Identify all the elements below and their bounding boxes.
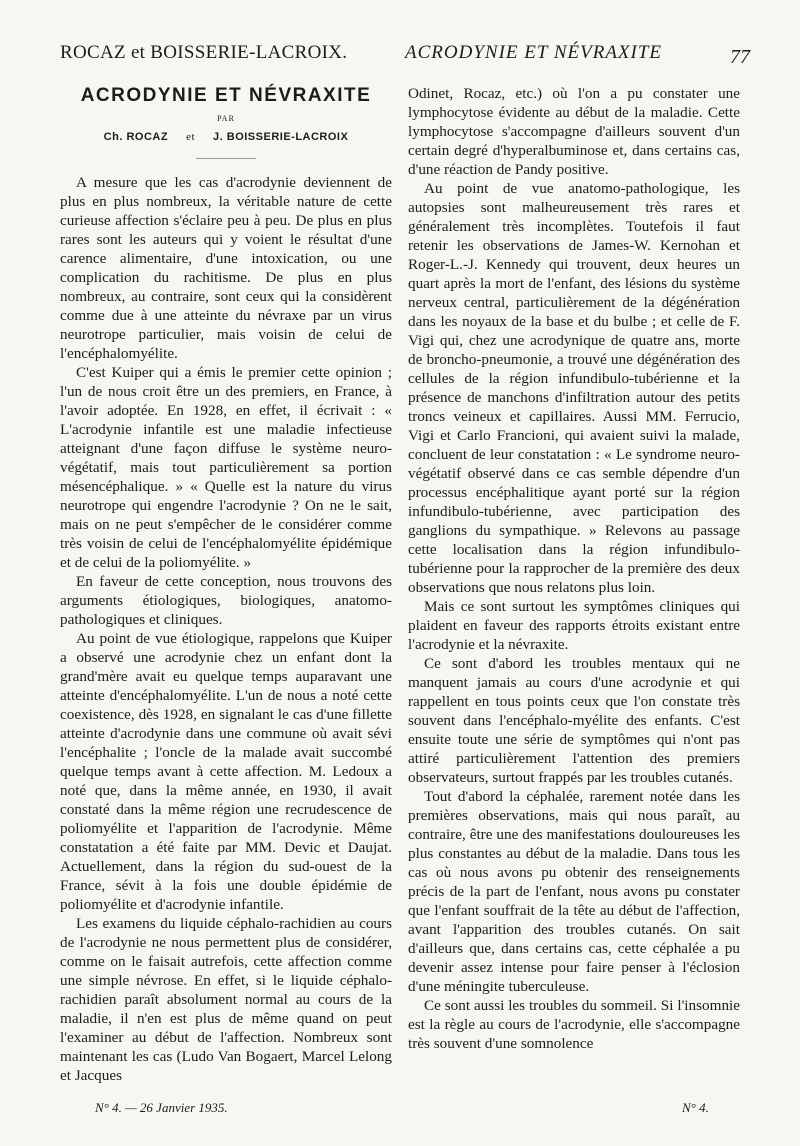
title-rule xyxy=(196,158,256,159)
author-separator: et xyxy=(186,131,196,143)
header-title: ACRODYNIE ET NÉVRAXITE xyxy=(405,42,663,63)
paragraph: A mesure que les cas d'acrodynie deviennent de plus en plus nombreux, la véritable nature de cette curieuse affection s'éclaire peu à peu. De plus en plus rares sont les auteurs qui y voient le résultat d'une carence alimentaire, d'une intoxication, ou une complication du rachitisme. De plus en plus nombreux, au contraire, sont ceux qui la considèrent comme due à une atteinte du névraxe par un virus neurotrope particulier, mais voisin de celui de l'encéphalomyélite. xyxy=(60,174,392,362)
byline-par: PAR xyxy=(217,114,235,123)
author-rocaz: Ch. ROCAZ xyxy=(103,131,169,143)
article-title: ACRODYNIE ET NÉVRAXITE xyxy=(80,85,372,106)
right-column xyxy=(408,84,740,1053)
paragraph: Ce sont d'abord les troubles mentaux qui ne manquent jamais au cours d'une acrodynie et qui rappellent en tous points ceux que l'on constate très souvent dans l'encéphalo-myélite des enfants. C'est ensuite toute une série de symptômes qui n'ont pas attiré particulièrement l'attention des premiers observateurs, surtout frappés par les troubles cutanés. xyxy=(408,655,740,786)
paragraph: Ce sont aussi les troubles du sommeil. Si l'insomnie est la règle au cours de l'acrodynie, elle s'accompagne très souvent d'une somnolence xyxy=(408,997,740,1052)
paragraph: Tout d'abord la céphalée, rarement notée dans les premières observations, mais qui nous paraît, au contraire, être une des manifestations douloureuses les plus constantes au début de la maladie. Dans tous les cas où nous avons pu obtenir des renseignements précis de la part de l'enfant, nous avons pu constater que l'enfant souffrait de la tête au début de l'affection, avant l'apparition des troubles cutanés. On sait d'ailleurs que, dans certains cas, cette céphalée a pu devenir assez intense pour faire penser à l'éclosion d'une méningite tuberculeuse. xyxy=(408,788,740,995)
author-boisserie-lacroix: J. BOISSERIE-LACROIX xyxy=(213,131,349,143)
byline xyxy=(60,130,392,144)
paragraph: Au point de vue anatomo-pathologique, les autopsies sont malheureusement très rares et généralement très incomplètes. Toutefois il faut retenir les observations de James-W. Kernohan et Roger-L.-J. Kennedy qui trouvent, deux heures un quart après la mort de l'enfant, des lésions du système nerveux central, particulièrement de la dégénération dans les noyaux de la base et du bulbe ; et celle de F. Vigi qui, chez une acrodynique de quatre ans, morte de broncho-pneumonie, a trouvé une dégénération des cellules de la région infundibulo-tubérienne et la présence de manchons d'infiltration autour des petits troncs veineux et capillaires. Aussi MM. Ferrucio, Vigi et Carlo Francioni, qui avaient suivi la malade, concluent de leur constatation : « Le syndrome neuro-végétatif observé dans ce cas semble dépendre d'un processus encéphalitique ayant porté sur la région infundibulo-tubérienne, avec participation des ganglions du sympathique. » Relevons au passage cette localisation dans la région infundibulo-tubérienne pour la rapprocher de la première des deux observations que nous relatons plus loin. xyxy=(408,180,740,596)
paragraph: En faveur de cette conception, nous trouvons des arguments étiologiques, biologiques, anatomo-pathologiques et cliniques. xyxy=(60,573,392,628)
footer-issue-number: N° 4. xyxy=(682,1100,709,1115)
page-number: 77 xyxy=(730,46,750,68)
paragraph: Mais ce sont surtout les symptômes cliniques qui plaident en faveur des rapports étroits existant entre l'acrodynie et la névraxite. xyxy=(408,598,740,653)
running-header xyxy=(60,42,750,82)
header-authors: ROCAZ et BOISSERIE-LACROIX. xyxy=(60,42,348,63)
paragraph: Au point de vue étiologique, rappelons que Kuiper a observé une acrodynie chez un enfant dont la grand'mère avait eu quelque temps auparavant une atteinte d'encéphalomyélite. L'un de nous a noté cette coexistence, dès 1928, en signalant le cas d'une fillette atteinte d'acrodynie dans une commune où avait sévi l'encéphalite ; l'oncle de la malade avait succombé quelque temps avant à cette affection. M. Ledoux a noté que, dans la même année, en 1930, il avait constaté dans la même région une recrudescence de poliomyélite et l'apparition de l'acrodynie. Même constatation a été faite par MM. Devic et Daujat. Actuellement, dans la région du sud-ouest de la France, sévit à la fois une double épidémie de poliomyélite et d'acrodynie infantile. xyxy=(60,630,392,913)
paragraph: Odinet, Rocaz, etc.) où l'on a pu constater une lymphocytose évidente au début de la maladie. Cette lymphocytose s'accompagne d'ailleurs souvent d'un certain degré d'hyperalbuminose et, dans certains cas, d'une réaction de Pandy positive. xyxy=(408,85,740,178)
footer-issue-date: N° 4. — 26 Janvier 1935. xyxy=(95,1100,228,1115)
paragraph: Les examens du liquide céphalo-rachidien au cours de l'acrodynie ne nous permettent plus de considérer, comme on le faisait autrefois, cette affection comme une simple névrose. En effet, si le liquide céphalo-rachidien paraît absolument normal au cours de la maladie, il n'en est plus de même quand on peut l'examiner au début de l'affection. Nombreux sont maintenant les cas (Ludo Van Bogaert, Marcel Lelong et Jacques xyxy=(60,915,392,1084)
paragraph: C'est Kuiper qui a émis le premier cette opinion ; l'un de nous croit être un des premiers, en France, à l'avoir adoptée. En 1928, en effet, il écrivait : « L'acrodynie infantile est une maladie infectieuse atteignant d'une façon diffuse le système neuro-végétatif, mais tout particulièrement sa portion mésencéphalique. » « Quelle est la nature du virus neurotrope qui engendre l'acrodynie ? On ne le sait, mais on ne peut s'empêcher de le considérer comme très voisin de celui de l'encéphalomyélite épidémique et de celui de la poliomyélite. » xyxy=(60,364,392,571)
left-column xyxy=(60,84,392,1085)
